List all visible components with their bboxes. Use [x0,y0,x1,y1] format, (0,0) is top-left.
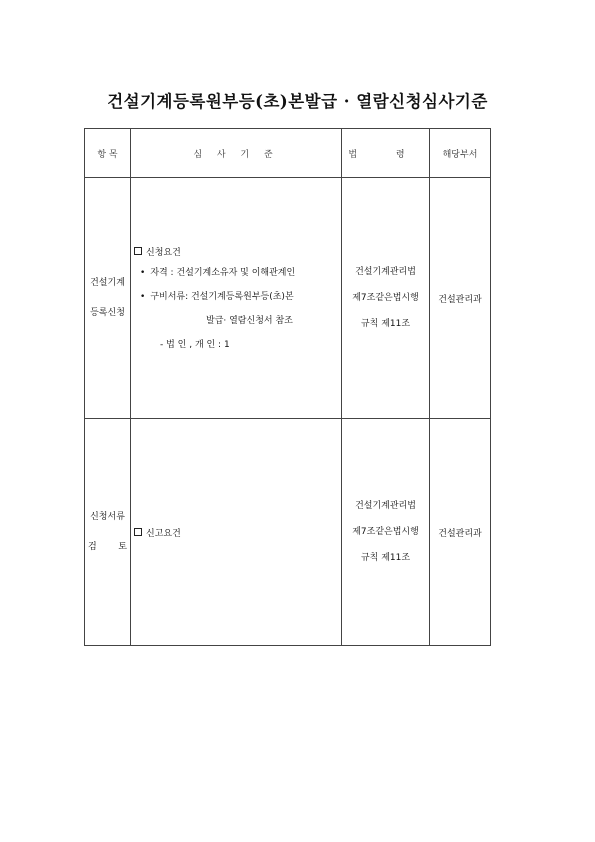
criteria-cell [131,419,342,646]
law-line1: 건설기계관리법 [355,267,416,277]
criteria-cell [131,178,342,419]
table-row [85,419,491,646]
documents-text: 구비서류: 건설기계등록원부등(초)본 [150,292,294,302]
item-cell [85,419,131,646]
dept-cell: 건설관리과 [430,419,491,646]
header-law: 법 령 [342,129,430,178]
law-line3: 규칙 제11조 [360,553,411,563]
law-line2: 제7조같은법시행 [352,293,419,303]
qualification-text: 자격 : 건설기계소유자 및 이해관계인 [150,268,296,278]
documents-line [140,285,341,309]
item-label-line1: 신청서류 [90,512,125,522]
bullet-icon: • [140,292,146,302]
law-cell [342,178,430,419]
requirement-heading-text: 신고요건 [146,528,181,539]
item-label-char-b: 토 [118,542,127,552]
bullet-icon: • [140,268,146,278]
header-criteria: 심 사 기 준 [131,129,342,178]
review-criteria-table [84,128,491,646]
checkbox-icon [134,528,142,536]
requirement-heading-text: 신청요건 [146,247,181,258]
law-cell [342,419,430,646]
law-line3: 규칙 제11조 [360,319,411,329]
requirement-heading [134,241,341,261]
dept-cell: 건설관리과 [430,178,491,419]
law-line1: 건설기계관리법 [355,501,416,511]
header-item: 항 목 [85,129,131,178]
checkbox-icon [134,247,142,255]
item-cell [85,178,131,419]
document-title: 건설기계등록원부등(초)본발급 · 열람신청심사기준 [107,92,488,111]
documents-continuation: 발급· 열람신청서 참조 [206,316,293,326]
copies-line: - 법 인 , 개 인 : 1 [160,340,230,350]
item-label-line2: 등록신청 [90,308,125,318]
item-label-line2 [85,532,130,562]
table-header-row [85,129,491,178]
item-label-line1: 건설기계 [90,278,125,288]
table-row [85,178,491,419]
law-line2: 제7조같은법시행 [352,527,419,537]
qualification-line [140,261,341,285]
header-dept: 해당부서 [430,129,491,178]
item-label-char-a: 검 [88,542,97,552]
requirement-heading [134,522,341,542]
